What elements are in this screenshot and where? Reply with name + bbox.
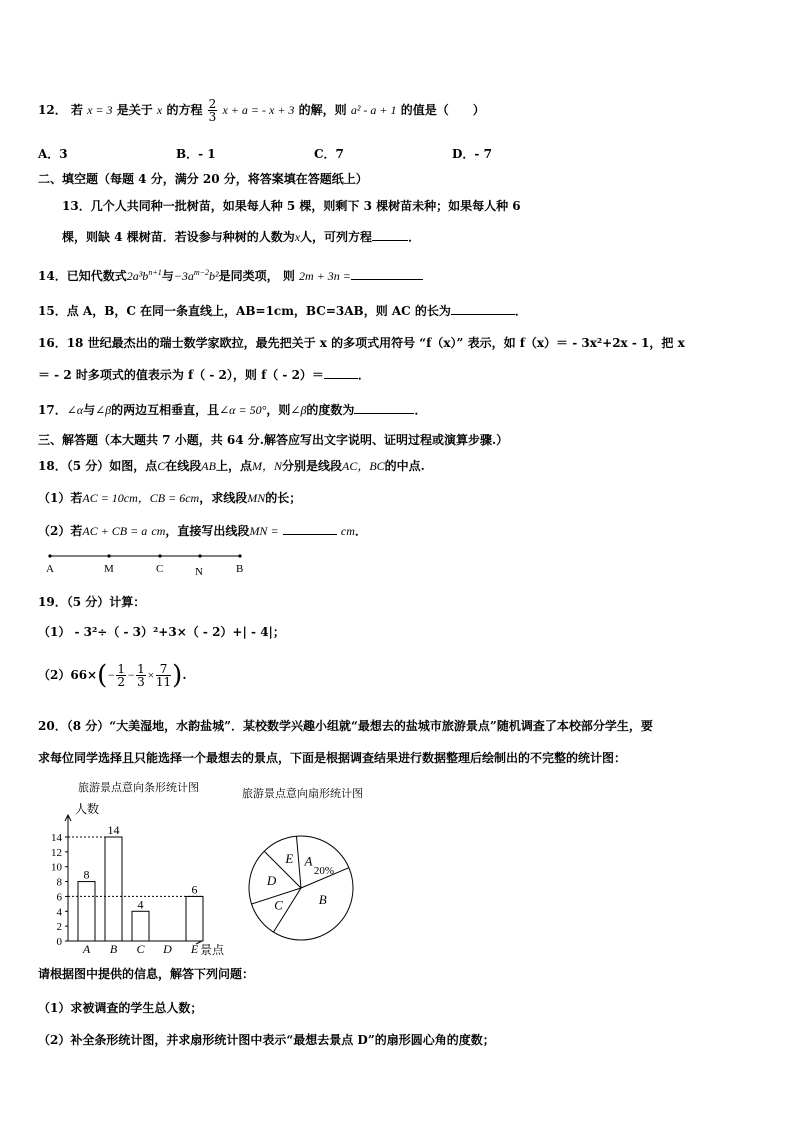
minus-sign: − (127, 668, 136, 682)
q20-line2: 求每位同学选择且只能选择一个最想去的景点，下面是根据调查结果进行数据整理后绘制出的不完整的统计图： (38, 751, 627, 765)
q19-part1: （1） - 3²÷（ - 3）²+3×（ - 2）+| - 4|； (38, 625, 285, 639)
q20-prompt: 请根据图中提供的信息，解答下列问题： (38, 967, 255, 981)
y-tick-label: 2 (56, 921, 62, 934)
point-label-n: N (195, 566, 203, 578)
q13-var: x (294, 230, 301, 244)
answer-blank (354, 401, 414, 414)
slice-label: D (266, 873, 277, 889)
bar-chart-ylabel: 人数 (75, 802, 100, 816)
answer-blank (351, 267, 423, 280)
q13-end: ． (408, 230, 421, 244)
q14-exponent: n+1 (148, 268, 162, 277)
y-tick-label: 14 (51, 832, 62, 844)
q17-text: 的度数为 (306, 403, 355, 417)
q18-text: 的长； (265, 491, 302, 505)
q18-part1 (38, 490, 301, 506)
q19-end: . (182, 668, 187, 682)
q14-expression: 2m + 3n = (299, 269, 351, 283)
fraction (136, 663, 146, 688)
x-tick-label: C (136, 942, 145, 956)
q20-part2: （2）补全条形统计图，并求扇形统计图中表示“最想去景点 D”的扇形圆心角的度数； (38, 1033, 495, 1047)
segment-diagram (40, 548, 260, 578)
q18-point: C (157, 459, 166, 473)
q18-points: M，N (251, 459, 282, 473)
q20-line1: 20．（8 分）“大美湿地，水韵盐城”．某校数学兴趣小组就“最想去的盐城市旅游景点”随机调查了本校部分学生，要 (38, 719, 653, 733)
point-m-dot (107, 554, 110, 557)
fraction-numerator: 1 (117, 662, 126, 676)
point-c-dot (158, 554, 161, 557)
fraction-denominator: 2 (117, 675, 126, 689)
bar-value-label: 6 (191, 882, 198, 897)
q19-heading: 19．（5 分）计算： (38, 595, 146, 609)
x-tick-label: A (82, 942, 91, 956)
q12-equation: x + a = - x + 3 (222, 103, 295, 117)
q13-line1: 13．几个人共同种一批树苗，如果每人种 5 棵，则剩下 3 棵树苗未种；如果每人种 6 (62, 199, 521, 213)
answer-blank (283, 522, 337, 535)
bar (132, 911, 149, 941)
y-tick-label: 4 (56, 906, 62, 919)
q15-end: ． (514, 304, 527, 318)
q12-var: x (156, 103, 163, 117)
bar-value-label: 14 (107, 823, 120, 837)
bar-chart-xlabel: 景点 (200, 943, 225, 957)
pie-chart-title: 旅游景点意向扇形统计图 (242, 788, 363, 800)
fraction-denominator: 3 (137, 675, 145, 689)
q14-term2: −3a (173, 269, 194, 283)
section-title: 二、填空题（每题 4 分，满分 20 分，将答案填在答题纸上） (38, 172, 368, 186)
q14-line (38, 265, 423, 284)
q12-text: 的解，则 (298, 103, 347, 117)
q14-term3: b² (209, 269, 219, 283)
times-sign: × (146, 668, 155, 682)
q16-end: ． (357, 368, 370, 382)
fraction-numerator: 1 (137, 662, 145, 676)
bar-chart-title: 旅游景点意向条形统计图 (78, 782, 199, 794)
point-label-m: M (104, 563, 114, 575)
point-a-dot (48, 554, 51, 557)
q12-condition: x = 3 (87, 103, 113, 117)
y-tick-label: 0 (56, 936, 62, 948)
answer-blank (451, 302, 515, 315)
section-title: 三、解答题（本大题共 7 小题，共 64 分.解答应写出文字说明、证明过程或演算步骤.） (38, 433, 509, 447)
q18-segment: AB (201, 459, 216, 473)
q17-angle-alpha: ∠α (66, 403, 84, 417)
y-tick-label: 6 (56, 891, 62, 904)
q18-text: 上，点 (215, 459, 252, 473)
point-n-dot (198, 554, 201, 557)
q18-unit: cm (151, 524, 166, 538)
q18-text: 的中点. (384, 459, 425, 473)
q14-term1: 2a³b (126, 269, 149, 283)
point-label-c: C (156, 563, 164, 575)
q13-text: 棵，则缺 4 棵树苗．若设参与种树的人数为 (62, 230, 295, 244)
q17-condition: ∠α = 50° (219, 403, 267, 417)
q18-end: ． (354, 524, 367, 538)
q18-part2 (38, 522, 367, 539)
q17-text: 与 (83, 403, 96, 417)
q12-option-d: D．- 7 (452, 147, 492, 161)
q14-text: 14．已知代数式 (38, 269, 127, 283)
q18-text: 分别是线段 (281, 459, 342, 473)
x-tick-label: B (109, 942, 118, 956)
slice-label: A (304, 853, 313, 869)
fraction-numerator: 7 (156, 663, 171, 676)
bar (105, 837, 122, 941)
q17-end: ． (414, 403, 427, 417)
bar-value-label: 4 (137, 897, 144, 912)
q12-option-a: A．3 (38, 147, 68, 161)
point-label-b: B (236, 563, 244, 575)
slice-percent-label: 20% (313, 865, 335, 877)
q17-line (38, 401, 426, 418)
q17-angle-beta: ∠β (290, 403, 307, 417)
pie-chart (236, 784, 386, 964)
q12-option-c: C．7 (314, 147, 344, 161)
point-label-a: A (46, 563, 54, 575)
q20-part1: （1）求被调查的学生总人数； (38, 1001, 203, 1015)
q13-line2 (62, 228, 420, 245)
q16-line2 (38, 366, 370, 383)
q14-text: 与 (161, 269, 174, 283)
q12-text: 若 (70, 103, 83, 117)
q17-text: ，则 (266, 403, 291, 417)
q14-text: 是同类项， (218, 269, 279, 283)
answer-blank (372, 228, 408, 241)
fraction (116, 663, 126, 688)
answer-blank (324, 366, 358, 379)
minus-sign: − (107, 668, 116, 682)
fraction-numerator: 2 (208, 97, 217, 111)
q19-text: （2）66× (38, 668, 98, 682)
q19-part2 (38, 660, 187, 690)
bar-chart-plot (51, 815, 203, 956)
q18-text: 在线段 (165, 459, 202, 473)
slice-label: C (274, 897, 283, 913)
fraction (156, 663, 171, 688)
q17-angle-beta: ∠β (95, 403, 112, 417)
q17-text: 的两边互相垂直，且 (111, 403, 220, 417)
q13-text: 人，可列方程 (300, 230, 373, 244)
q18-segments: AC，BC (341, 459, 385, 473)
q15-line (38, 302, 527, 319)
q18-line (38, 458, 425, 474)
left-paren: ( (97, 660, 108, 691)
q18-text: ，求线段 (199, 491, 248, 505)
q12-text: 的方程 (166, 103, 203, 117)
q12-line (38, 98, 485, 123)
q18-text: （2）若 (38, 524, 83, 538)
fraction-denominator: 3 (208, 110, 217, 124)
y-tick-label: 8 (56, 876, 62, 889)
pie-chart-plot (249, 836, 353, 940)
bar (186, 896, 203, 941)
x-tick-label: D (163, 942, 172, 956)
q14-exponent: m−2 (193, 268, 210, 277)
q12-number: 12． (38, 103, 67, 117)
q18-text: 18．（5 分）如图，点 (38, 459, 158, 473)
q15-text: 15．点 A，B，C 在同一条直线上，AB=1cm，BC=3AB，则 AC 的长为 (38, 304, 451, 318)
slice-label: B (318, 891, 327, 907)
q16-text: ＝ - 2 时多项式的值表示为 f（ - 2），则 f（ - 2）＝ (38, 368, 324, 382)
q12-fraction (208, 98, 218, 123)
x-tick-label: E (190, 942, 199, 956)
fraction-denominator: 11 (155, 675, 172, 689)
q12-text: 的值是（ ） (400, 103, 485, 117)
right-paren: ) (172, 660, 183, 691)
slice-label: E (285, 851, 294, 867)
q16-line1: 16．18 世纪最杰出的瑞士数学家欧拉，最先把关于 x 的多项式用符号 “f（x）” 表示，如 f（x）＝ - 3x²+2x - 1，把 x (38, 336, 685, 350)
q18-unit: cm (340, 524, 355, 538)
q18-text: （1）若 (38, 491, 83, 505)
q12-expression: a² - a + 1 (350, 103, 397, 117)
y-tick-label: 10 (51, 861, 62, 874)
q14-text: 则 (282, 269, 295, 283)
q18-expression: MN = (249, 524, 279, 538)
q18-given: AC = 10cm，CB = 6cm (82, 491, 200, 505)
q18-given: AC + CB = a (82, 524, 148, 538)
q12-option-b: B．- 1 (176, 147, 216, 161)
q17-text: 17． (38, 403, 67, 417)
bar-value-label: 8 (83, 867, 90, 882)
bar (78, 882, 95, 941)
bar-chart (40, 776, 240, 961)
point-b-dot (238, 554, 241, 557)
q18-text: ，直接写出线段 (165, 524, 250, 538)
y-tick-label: 12 (51, 846, 62, 859)
q18-segment: MN (247, 491, 266, 505)
q12-text: 是关于 (116, 103, 153, 117)
